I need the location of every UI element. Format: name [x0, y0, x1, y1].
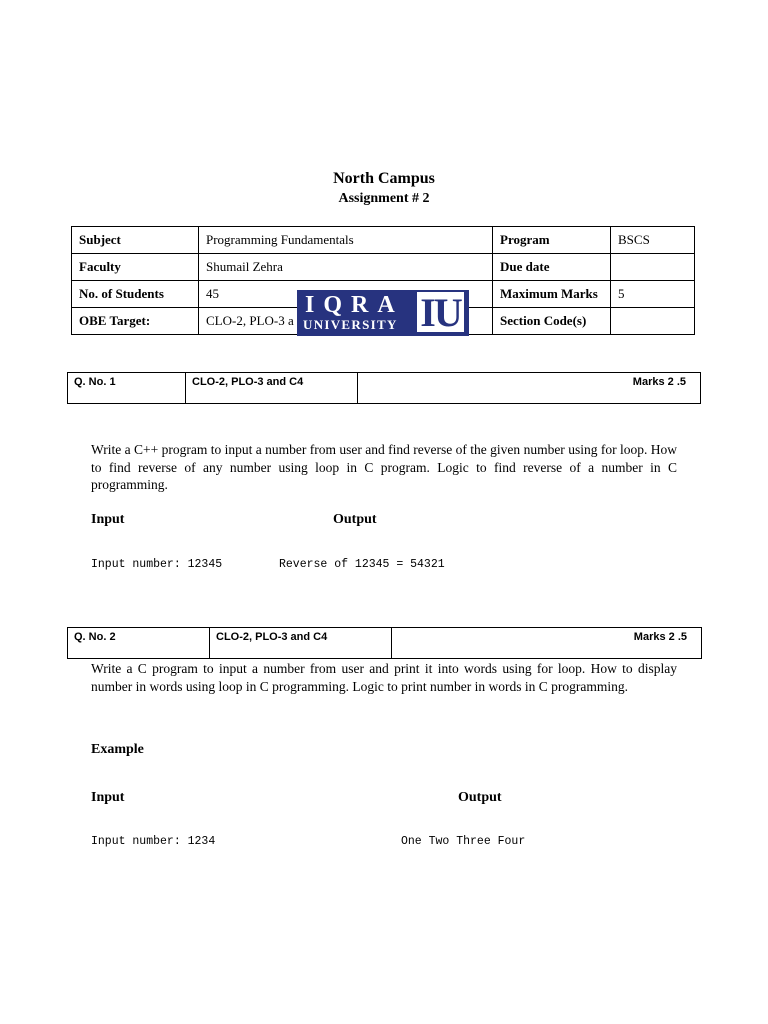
- question-outcomes: CLO-2, PLO-3 and C4: [186, 373, 358, 404]
- q1-input-label: Input: [91, 512, 125, 527]
- section-code-value: [611, 308, 695, 335]
- obe-target-value: CLO-2, PLO-3 a: [199, 308, 493, 335]
- question-number: Q. No. 1: [68, 373, 186, 404]
- question-number: Q. No. 2: [68, 628, 210, 659]
- q1-output-example: Reverse of 12345 = 54321: [279, 558, 445, 571]
- q2-output-label: Output: [458, 790, 502, 805]
- question-2-header: [67, 627, 702, 659]
- q2-example-label: Example: [91, 742, 144, 757]
- q2-input-label: Input: [91, 790, 125, 805]
- assignment-title: Assignment # 2: [338, 191, 430, 206]
- due-date-value: [611, 254, 695, 281]
- campus-title: North Campus: [333, 170, 435, 187]
- q2-output-example: One Two Three Four: [401, 835, 526, 848]
- table-row: [72, 227, 695, 254]
- due-date-label: Due date: [493, 254, 611, 281]
- max-marks-label: Maximum Marks: [493, 281, 611, 308]
- q1-input-example: Input number: 12345: [91, 558, 223, 571]
- logo-iqra-text: IQRA: [305, 292, 404, 318]
- students-value: 45: [199, 281, 493, 308]
- question-marks: Marks 2 .5: [358, 373, 701, 404]
- q2-input-example: Input number: 1234: [91, 835, 216, 848]
- subject-label: Subject: [72, 227, 199, 254]
- max-marks-value: 5: [611, 281, 695, 308]
- obe-target-label: OBE Target:: [72, 308, 199, 335]
- question-1-header: [67, 372, 701, 404]
- faculty-label: Faculty: [72, 254, 199, 281]
- section-code-label: Section Code(s): [493, 308, 611, 335]
- subject-value: Programming Fundamentals: [199, 227, 493, 254]
- logo-university-text: UNIVERSITY: [303, 317, 398, 332]
- students-label: No. of Students: [72, 281, 199, 308]
- iqra-university-logo: [297, 290, 469, 336]
- question-marks: Marks 2 .5: [392, 628, 702, 659]
- program-value: BSCS: [611, 227, 695, 254]
- question-outcomes: CLO-2, PLO-3 and C4: [210, 628, 392, 659]
- question-1-text: Write a C++ program to input a number from user and find reverse of the given number using for loop. How to find reverse of any number using loop in C program. Logic to find reverse of a number in C programming.: [91, 442, 677, 492]
- program-label: Program: [493, 227, 611, 254]
- question-2-text: Write a C program to input a number from user and print it into words using for loop. How to display number in words using loop in C programming. Logic to print number in words in C programming.: [91, 661, 677, 694]
- table-row: [72, 254, 695, 281]
- logo-iu-mark: IU: [417, 292, 464, 332]
- q1-output-label: Output: [333, 512, 377, 527]
- faculty-value: Shumail Zehra: [199, 254, 493, 281]
